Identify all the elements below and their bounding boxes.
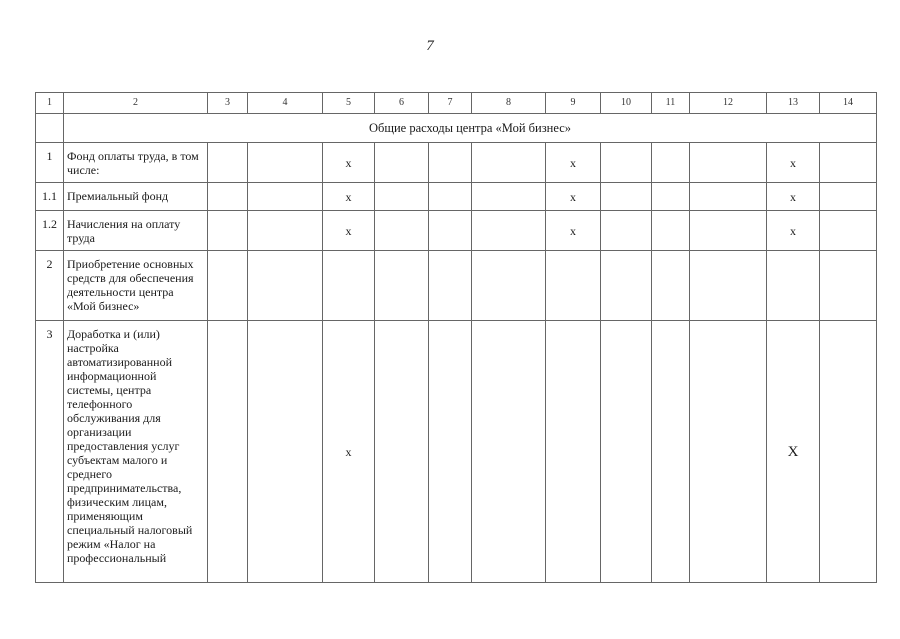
cell-mark: x <box>323 211 375 251</box>
cell-mark <box>820 183 877 211</box>
cell-mark <box>820 251 877 321</box>
cell-mark <box>248 211 323 251</box>
cell-mark <box>472 143 546 183</box>
cell-mark <box>601 321 652 583</box>
page-number: 7 <box>426 38 434 54</box>
cell-mark <box>767 251 820 321</box>
row-number: 2 <box>36 251 64 321</box>
cell-mark <box>375 251 429 321</box>
expense-table <box>35 92 877 583</box>
cell-mark <box>323 251 375 321</box>
cell-mark <box>248 143 323 183</box>
cell-mark <box>820 321 877 583</box>
table-row <box>36 321 877 583</box>
cell-mark <box>546 251 601 321</box>
cell-mark <box>472 321 546 583</box>
column-number-row <box>36 93 877 114</box>
cell-mark <box>472 211 546 251</box>
cell-mark <box>652 183 690 211</box>
cell-mark <box>690 321 767 583</box>
cell-mark <box>652 251 690 321</box>
cell-mark <box>601 183 652 211</box>
cell-mark <box>375 183 429 211</box>
column-header: 12 <box>690 93 767 114</box>
table-row <box>36 183 877 211</box>
row-name: Приобретение основных средств для обеспечения деятельности центра «Мой бизнес» <box>64 251 208 321</box>
section-row <box>36 114 877 143</box>
cell-mark <box>375 143 429 183</box>
cell-mark: x <box>546 143 601 183</box>
column-header: 1 <box>36 93 64 114</box>
table-row <box>36 143 877 183</box>
cell-mark <box>208 183 248 211</box>
row-number: 3 <box>36 321 64 583</box>
row-number: 1.1 <box>36 183 64 211</box>
cell-mark <box>248 251 323 321</box>
cell-mark <box>208 321 248 583</box>
cell-mark <box>375 211 429 251</box>
column-header: 8 <box>472 93 546 114</box>
cell-mark <box>248 183 323 211</box>
column-header: 4 <box>248 93 323 114</box>
cell-mark <box>429 321 472 583</box>
column-header: 6 <box>375 93 429 114</box>
cell-mark: x <box>767 183 820 211</box>
row-name: Премиальный фонд <box>64 183 208 211</box>
cell-mark <box>652 143 690 183</box>
cell-mark <box>690 251 767 321</box>
cell-mark <box>690 211 767 251</box>
cell-mark <box>375 321 429 583</box>
column-header: 13 <box>767 93 820 114</box>
row-name: Начисления на оплату труда <box>64 211 208 251</box>
cell-mark <box>429 183 472 211</box>
cell-mark <box>429 211 472 251</box>
cell-mark <box>472 183 546 211</box>
cell-mark <box>601 143 652 183</box>
cell-mark: x <box>546 211 601 251</box>
row-name: Доработка и (или) настройка автоматизированной информационной системы, центра телефонного обслуживания для организации предоставления услуг субъектам малого и среднего предпринимательства, физическим лицам, применяющим специальный налоговый режим «Налог на профессиональный <box>64 321 208 583</box>
cell-mark <box>820 211 877 251</box>
row-number: 1.2 <box>36 211 64 251</box>
cell-mark <box>652 211 690 251</box>
cell-mark <box>472 251 546 321</box>
section-title: Общие расходы центра «Мой бизнес» <box>64 114 877 143</box>
row-name: Фонд оплаты труда, в том числе: <box>64 143 208 183</box>
cell-mark <box>208 143 248 183</box>
cell-mark: x <box>323 143 375 183</box>
column-header: 5 <box>323 93 375 114</box>
cell-mark <box>652 321 690 583</box>
column-header: 9 <box>546 93 601 114</box>
row-number: 1 <box>36 143 64 183</box>
cell-mark <box>601 211 652 251</box>
cell-mark <box>601 251 652 321</box>
cell-mark <box>546 321 601 583</box>
cell-mark <box>208 211 248 251</box>
table-row <box>36 251 877 321</box>
cell-mark <box>690 183 767 211</box>
cell-mark <box>248 321 323 583</box>
cell-mark: x <box>546 183 601 211</box>
cell-mark <box>429 143 472 183</box>
cell-mark: X <box>767 321 820 583</box>
column-header: 11 <box>652 93 690 114</box>
cell-mark: x <box>323 321 375 583</box>
cell-mark <box>820 143 877 183</box>
column-header: 10 <box>601 93 652 114</box>
column-header: 14 <box>820 93 877 114</box>
cell-mark: x <box>323 183 375 211</box>
cell-mark <box>429 251 472 321</box>
column-header: 7 <box>429 93 472 114</box>
cell-mark <box>208 251 248 321</box>
cell-mark: x <box>767 211 820 251</box>
cell-mark: x <box>767 143 820 183</box>
column-header: 3 <box>208 93 248 114</box>
table-row <box>36 211 877 251</box>
cell-mark <box>690 143 767 183</box>
column-header: 2 <box>64 93 208 114</box>
